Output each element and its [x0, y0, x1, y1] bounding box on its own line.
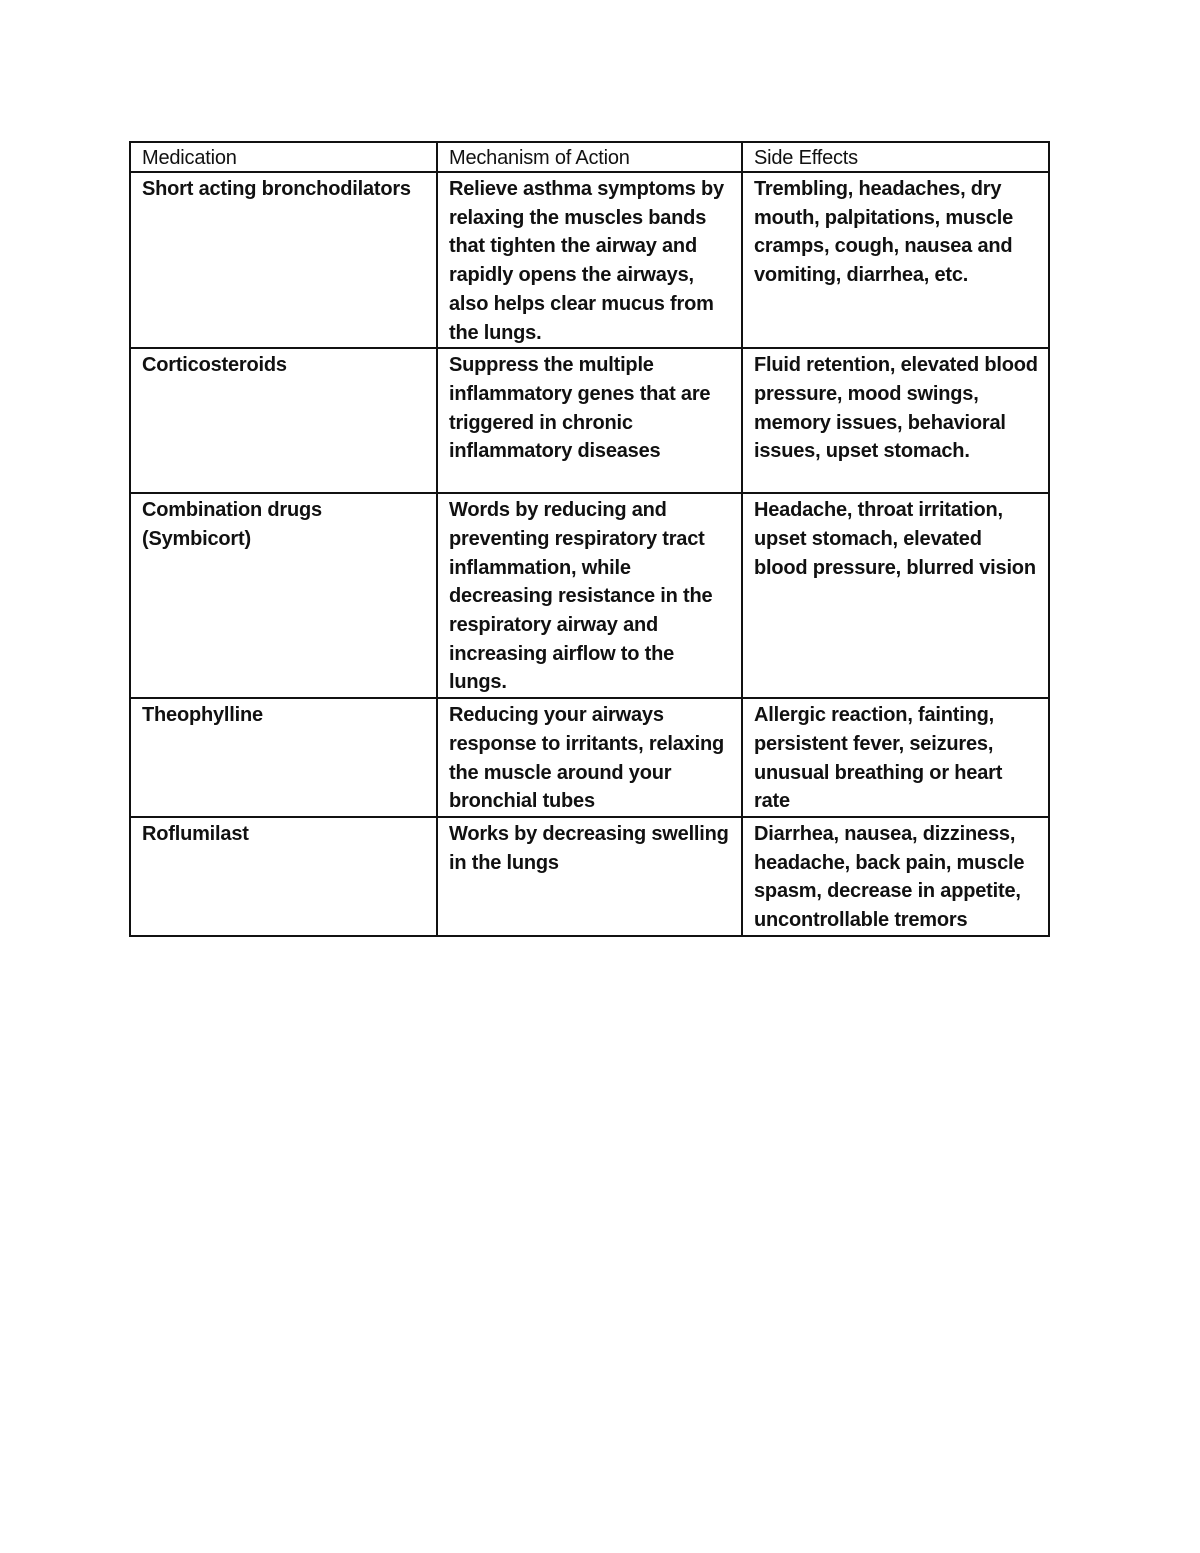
side-effects-cell: Allergic reaction, fainting, persistent fever, seizures, unusual breathing or heart rate — [742, 698, 1049, 817]
table-row — [130, 348, 1049, 493]
mechanism-cell: Words by reducing and preventing respiratory tract inflammation, while decreasing resistance in the respiratory airway and increasing airflow to the lungs. — [437, 493, 742, 698]
medication-cell: Combination drugs (Symbicort) — [130, 493, 437, 698]
medication-cell: Roflumilast — [130, 817, 437, 936]
table-row — [130, 698, 1049, 817]
mechanism-cell: Works by decreasing swelling in the lungs — [437, 817, 742, 936]
medication-cell: Theophylline — [130, 698, 437, 817]
medication-cell: Short acting bronchodilators — [130, 172, 437, 348]
side-effects-cell: Fluid retention, elevated blood pressure, mood swings, memory issues, behavioral issues, upset stomach. — [742, 348, 1049, 493]
header-medication: Medication — [130, 142, 437, 172]
mechanism-cell: Reducing your airways response to irritants, relaxing the muscle around your bronchial tubes — [437, 698, 742, 817]
medication-table — [129, 141, 1050, 937]
header-mechanism-of-action: Mechanism of Action — [437, 142, 742, 172]
side-effects-cell: Diarrhea, nausea, dizziness, headache, back pain, muscle spasm, decrease in appetite, uncontrollable tremors — [742, 817, 1049, 936]
side-effects-cell: Trembling, headaches, dry mouth, palpitations, muscle cramps, cough, nausea and vomiting, diarrhea, etc. — [742, 172, 1049, 348]
header-side-effects: Side Effects — [742, 142, 1049, 172]
side-effects-cell: Headache, throat irritation, upset stomach, elevated blood pressure, blurred vision — [742, 493, 1049, 698]
medication-cell: Corticosteroids — [130, 348, 437, 493]
table-row — [130, 493, 1049, 698]
mechanism-cell: Relieve asthma symptoms by relaxing the muscles bands that tighten the airway and rapidly opens the airways, also helps clear mucus from the lungs. — [437, 172, 742, 348]
table-row — [130, 172, 1049, 348]
table-row — [130, 817, 1049, 936]
table-header-row — [130, 142, 1049, 172]
mechanism-cell: Suppress the multiple inflammatory genes that are triggered in chronic inflammatory diseases — [437, 348, 742, 493]
